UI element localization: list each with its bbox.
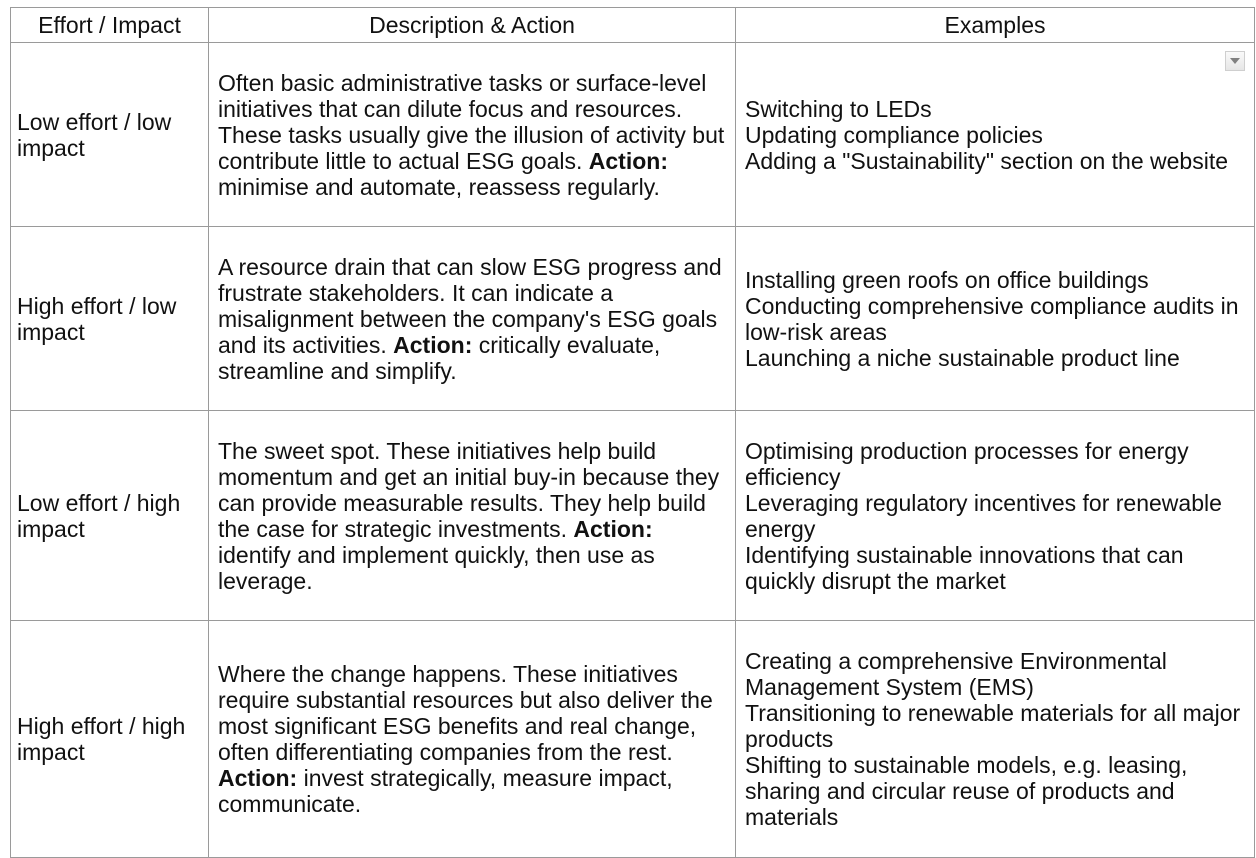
example-item: Conducting comprehensive compliance audits in low-risk areas [745,292,1239,345]
action-text: invest strategically, measure impact, communicate. [218,765,673,817]
table-row [11,227,1255,411]
header-row [11,8,1255,43]
example-item: Creating a comprehensive Environmental Management System (EMS) [745,648,1167,700]
example-item: Transitioning to renewable materials for all major products [745,700,1241,752]
header-effort-impact: Effort / Impact [11,8,209,43]
header-description-action: Description & Action [209,8,736,43]
description-text: Where the change happens. These initiatives require substantial resources but also deliver the most significant ESG benefits and real change, often differentiating companies from the rest. [218,661,713,765]
header-examples: Examples [736,8,1255,43]
description-cell [209,411,736,621]
description-text: A resource drain that can slow ESG progress and frustrate stakeholders. It can indicate a misalignment between the company's ESG goals and its activities. [218,253,722,358]
action-label: Action: [218,765,298,791]
description-cell [209,621,736,858]
action-text: minimise and automate, reassess regularly. [218,173,660,200]
example-item: Updating compliance policies [745,121,1043,148]
effort-impact-cell: High effort / high impact [11,621,209,858]
example-item: Optimising production processes for energy efficiency [745,437,1189,490]
table-row [11,43,1255,227]
example-item: Installing green roofs on office buildings [745,266,1149,293]
effort-impact-cell: Low effort / high impact [11,411,209,621]
description-text: The sweet spot. These initiatives help build momentum and get an initial buy-in because they can provide measurable results. They help build the case for strategic investments. [218,437,720,542]
example-item: Shifting to sustainable models, e.g. leasing, sharing and circular reuse of products and materials [745,752,1188,830]
example-item: Switching to LEDs [745,95,932,122]
chevron-down-icon [1230,58,1240,64]
action-label: Action: [588,147,668,174]
example-item: Leveraging regulatory incentives for renewable energy [745,489,1222,542]
effort-impact-cell: High effort / low impact [11,227,209,411]
effort-impact-cell: Low effort / low impact [11,43,209,227]
action-text: identify and implement quickly, then use as leverage. [218,541,655,594]
description-cell [209,43,736,227]
effort-impact-table [10,7,1255,858]
description-text: Often basic administrative tasks or surface-level initiatives that can dilute focus and resources. These tasks usually give the illusion of activity but contribute little to actual ESG goals. [218,69,725,174]
action-text: critically evaluate, streamline and simplify. [218,331,661,384]
dropdown-toggle-button[interactable] [1225,51,1245,71]
action-label: Action: [393,331,473,358]
example-item: Identifying sustainable innovations that can quickly disrupt the market [745,541,1184,594]
examples-cell [736,411,1255,621]
examples-cell [736,621,1255,858]
action-label: Action: [573,515,653,542]
table-row [11,411,1255,621]
table-row [11,621,1255,858]
description-cell [209,227,736,411]
example-item: Adding a "Sustainability" section on the website [745,147,1229,174]
examples-cell [736,227,1255,411]
example-item: Launching a niche sustainable product line [745,344,1180,371]
examples-cell [736,43,1255,227]
